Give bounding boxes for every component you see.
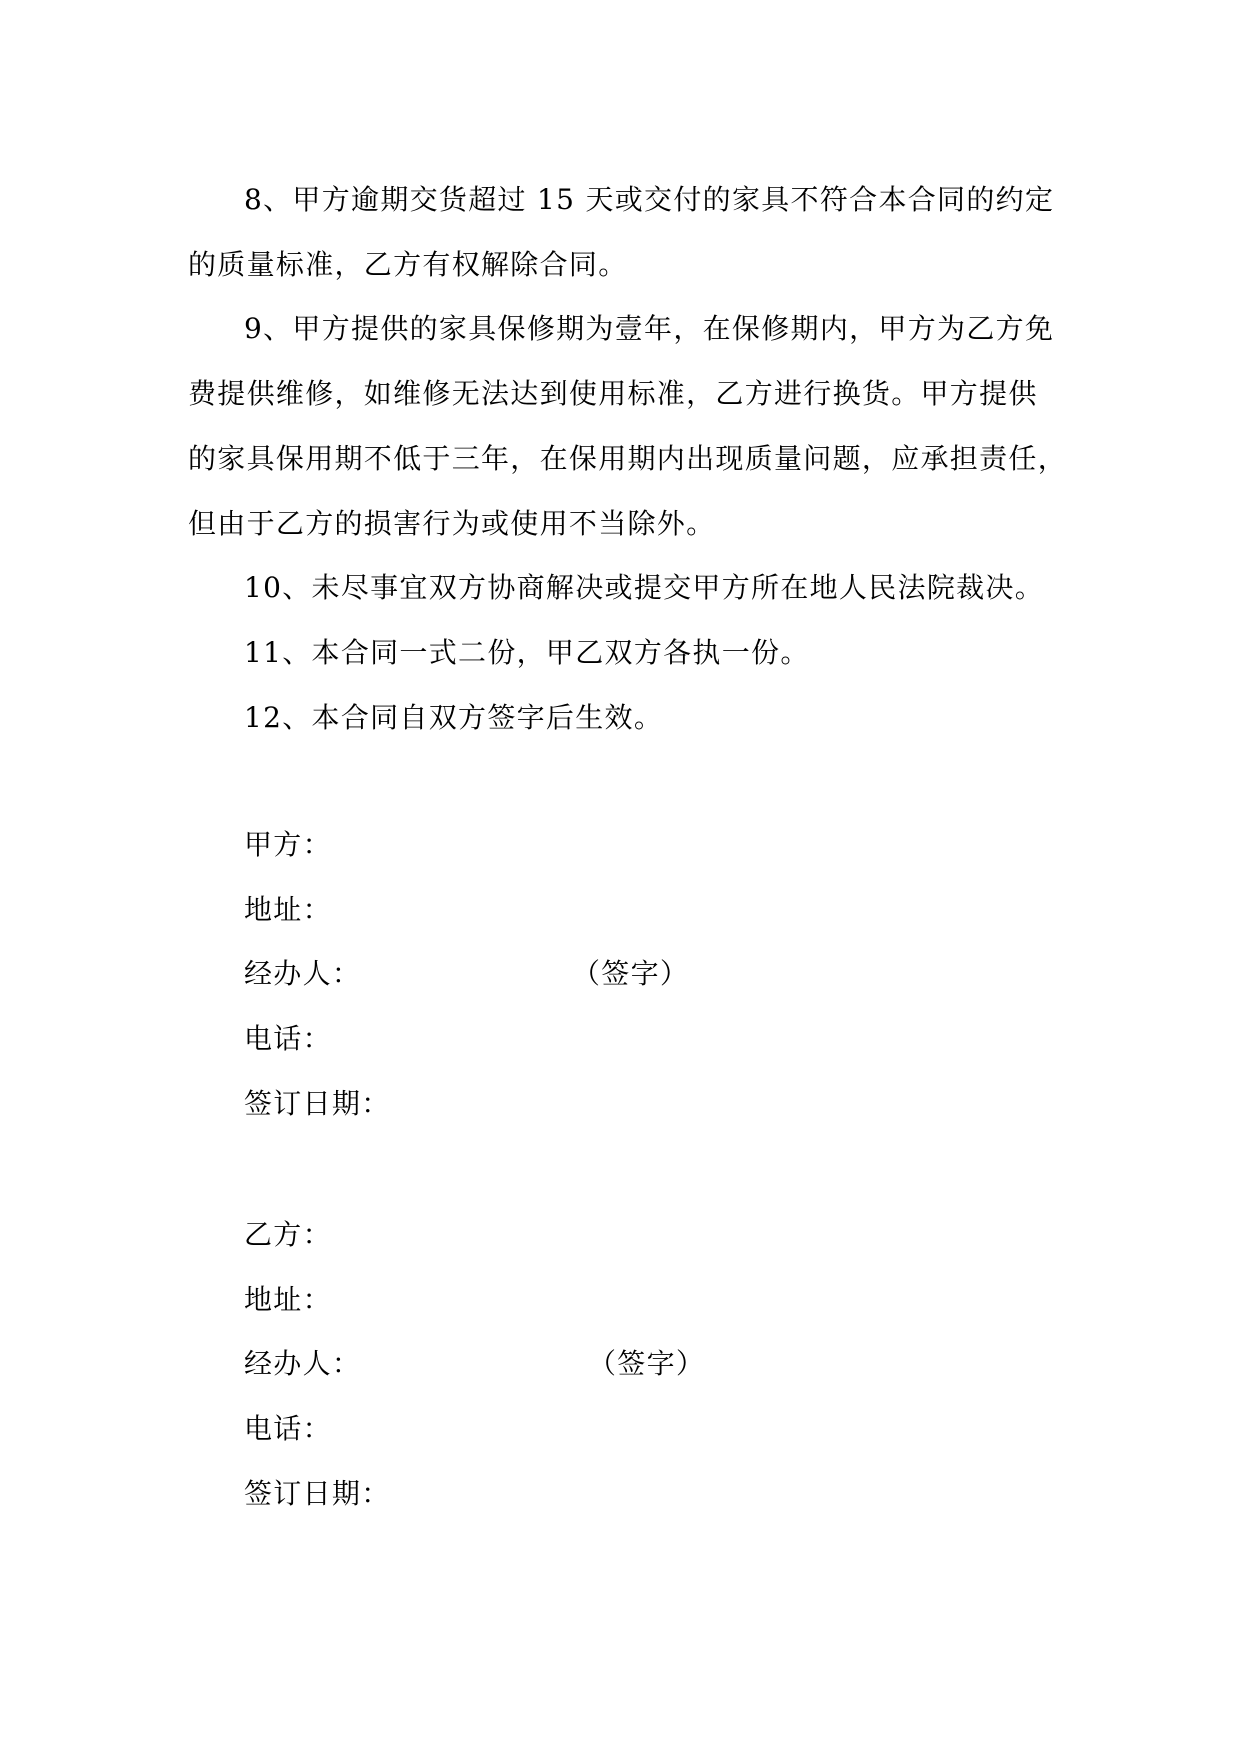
clause-10 [188, 556, 1068, 621]
party-b-signature-note: （签字） [588, 1347, 706, 1381]
clause-11 [188, 621, 1068, 686]
party-a-address-label: 地址： [244, 892, 332, 926]
clause-12-line-1: 12、本合同自双方签字后生效。 [244, 700, 664, 734]
clause-10-line-1: 10、未尽事宜双方协商解决或提交甲方所在地人民法院裁决。 [244, 571, 1045, 605]
clause-8 [188, 168, 1068, 297]
party-b-signature-block [244, 1203, 1044, 1526]
clause-8-line-1: 8、甲方逾期交货超过 15 天或交付的家具不符合本合同的约定 [244, 183, 1055, 216]
party-a-signature-block [244, 813, 1044, 1136]
party-a-phone-label: 电话： [244, 1022, 332, 1056]
clause-9 [188, 297, 1068, 556]
party-a-agent-row [244, 942, 1044, 1007]
party-a-agent-label: 经办人： [244, 957, 362, 991]
clause-9-line-1: 9、甲方提供的家具保修期为壹年，在保修期内，甲方为乙方免 [244, 312, 1055, 346]
clause-11-line-1: 11、本合同一式二份，甲乙双方各执一份。 [244, 635, 810, 669]
clause-9-line-2: 费提供维修，如维修无法达到使用标准，乙方进行换货。甲方提供 [188, 377, 1038, 411]
party-b-agent-row [244, 1332, 1044, 1397]
party-b-agent-label: 经办人： [244, 1347, 362, 1381]
party-b-label: 乙方： [244, 1218, 332, 1251]
party-b-phone-label: 电话： [244, 1412, 332, 1446]
party-a-signature-note: （签字） [572, 957, 690, 991]
party-b-address-label: 地址： [244, 1282, 332, 1316]
clause-8-line-2: 的质量标准，乙方有权解除合同。 [188, 247, 628, 281]
contract-clauses [188, 168, 1068, 750]
clause-12 [188, 686, 1068, 751]
party-a-date-label: 签订日期： [244, 1086, 391, 1120]
clause-9-line-4: 但由于乙方的损害行为或使用不当除外。 [188, 506, 716, 540]
clause-9-line-3: 的家具保用期不低于三年，在保用期内出现质量问题，应承担责任， [188, 441, 1068, 475]
party-a-label: 甲方： [244, 828, 332, 861]
party-b-date-label: 签订日期： [244, 1476, 391, 1510]
